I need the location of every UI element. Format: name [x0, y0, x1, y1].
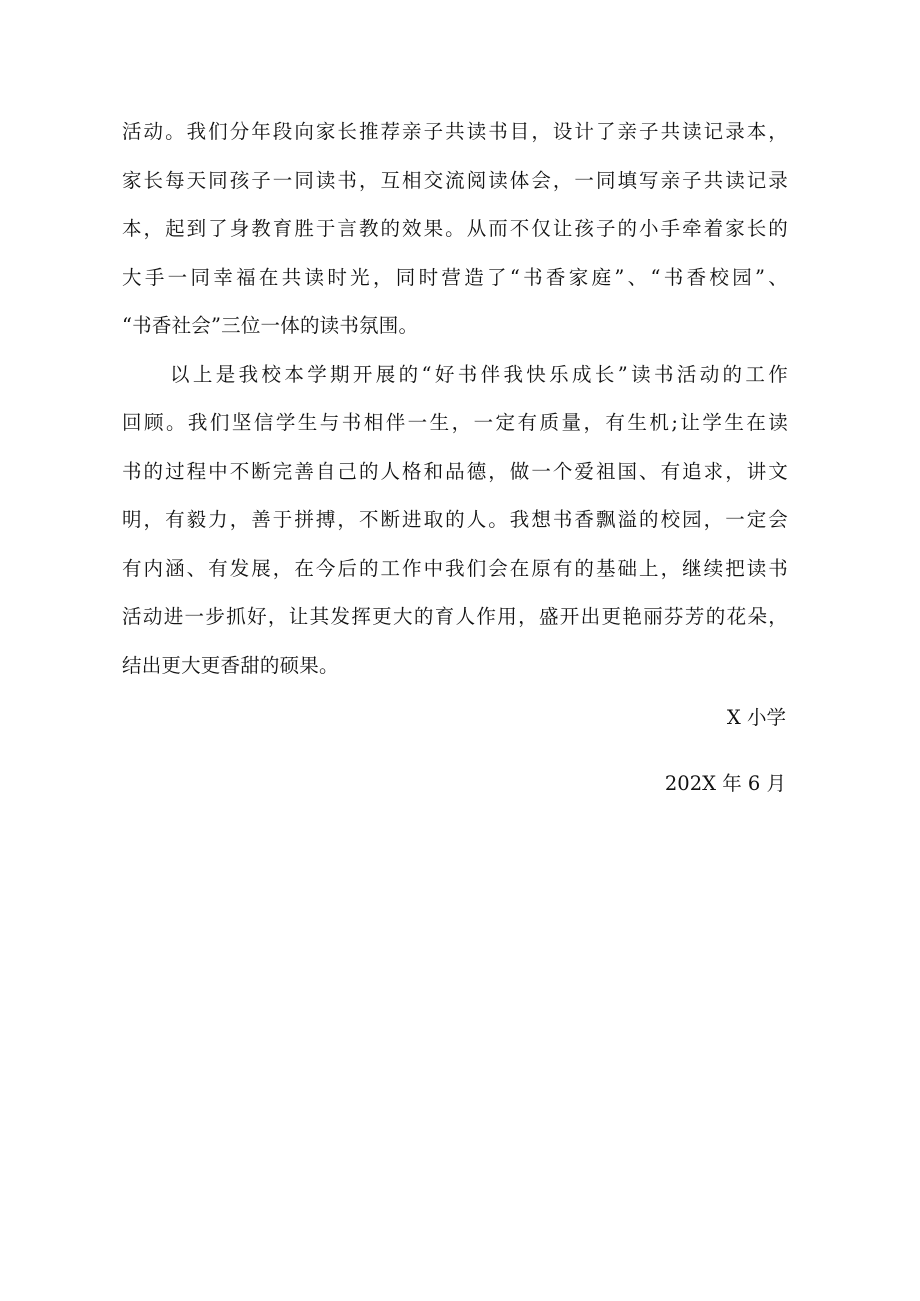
paragraph-line: 活动。我们分年段向家长推荐亲子共读书目，设计了亲子共读记录本，	[122, 120, 788, 143]
paragraph-1	[122, 108, 788, 351]
signature-organization: X 小学	[726, 706, 786, 729]
paragraph-line: 活动进一步抓好，让其发挥更大的育人作用，盛开出更艳丽芬芳的花朵，	[122, 605, 788, 628]
paragraph-2	[122, 351, 788, 691]
paragraph-line: 本，起到了身教育胜于言教的效果。从而不仅让孩子的小手牵着家长的	[122, 217, 788, 240]
paragraph-line: 有内涵、有发展，在今后的工作中我们会在原有的基础上，继续把读书	[122, 556, 788, 580]
paragraph-line: 回顾。我们坚信学生与书相伴一生，一定有质量，有生机;让学生在读	[122, 411, 788, 434]
signature-date: 202X 年 6 月	[664, 772, 786, 795]
document-body	[122, 108, 788, 690]
paragraph-line: 家长每天同孩子一同读书，互相交流阅读体会，一同填写亲子共读记录	[122, 168, 788, 192]
paragraph-line: 以上是我校本学期开展的“好书伴我快乐成长”读书活动的工作	[170, 362, 788, 386]
paragraph-line: 结出更大更香甜的硕果。	[122, 653, 339, 677]
paragraph-line: 明，有毅力，善于拼搏，不断进取的人。我想书香飘溢的校园，一定会	[122, 508, 788, 531]
paragraph-line: 书的过程中不断完善自己的人格和品德，做一个爱祖国、有追求，讲文	[122, 459, 788, 483]
signature-block	[665, 698, 786, 830]
paragraph-line: “书香社会”三位一体的读书氛围。	[122, 314, 419, 337]
paragraph-line: 大手一同幸福在共读时光，同时营造了“书香家庭”、“书香校园”、	[122, 265, 788, 289]
